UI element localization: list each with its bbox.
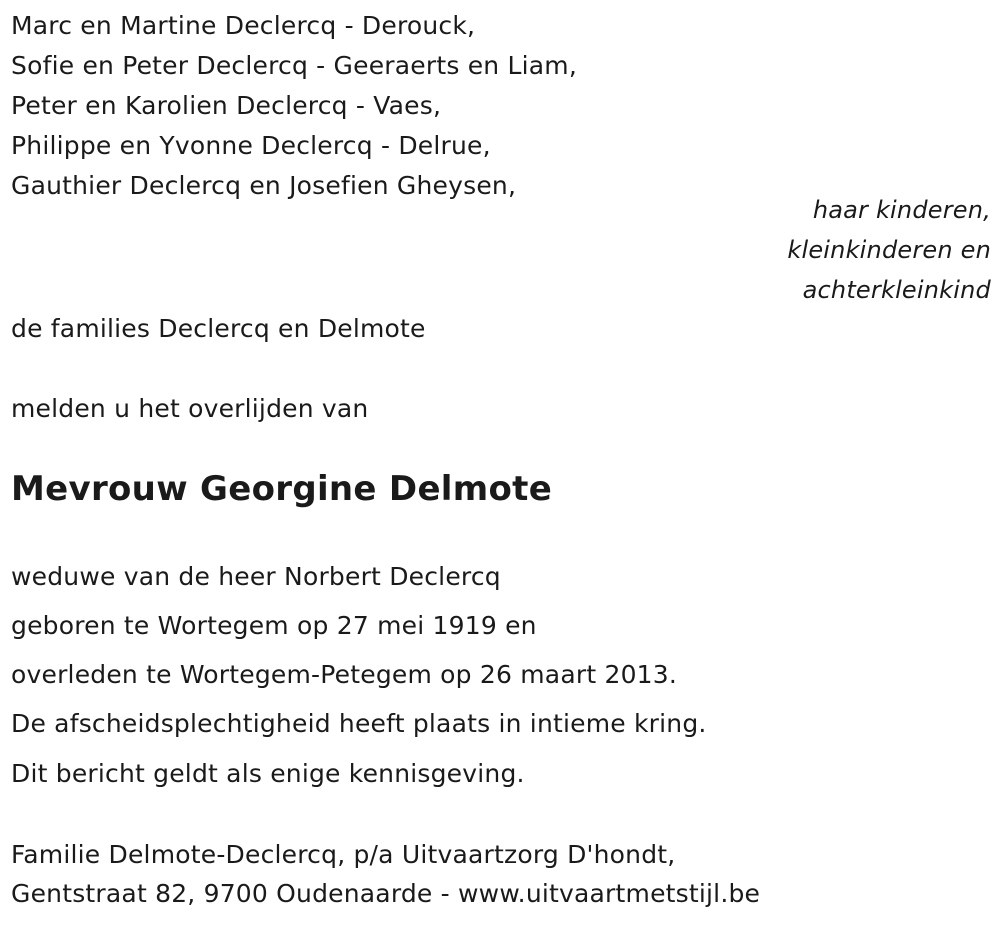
- contact-line-2: Gentstraat 82, 9700 Oudenaarde - www.uitvaartmetstijl.be: [11, 879, 761, 908]
- detail-ceremony: De afscheidsplechtigheid heeft plaats in intieme kring.: [11, 709, 707, 738]
- family-line-4: Philippe en Yvonne Declercq - Delrue,: [11, 131, 491, 160]
- announcement-intro: melden u het overlijden van: [11, 394, 369, 423]
- contact-line-1: Familie Delmote-Declercq, p/a Uitvaartzorg D'hondt,: [11, 840, 676, 869]
- family-line-3: Peter en Karolien Declercq - Vaes,: [11, 91, 442, 120]
- detail-notice: Dit bericht geldt als enige kennisgeving.: [11, 759, 525, 788]
- deceased-name: Mevrouw Georgine Delmote: [11, 469, 553, 509]
- family-line-1: Marc en Martine Declercq - Derouck,: [11, 11, 476, 40]
- detail-died: overleden te Wortegem-Petegem op 26 maart 2013.: [11, 660, 678, 689]
- family-line-5: Gauthier Declercq en Josefien Gheysen,: [11, 171, 517, 200]
- relation-line-3: achterkleinkind: [802, 276, 991, 304]
- relation-line-1: haar kinderen,: [812, 196, 991, 224]
- obituary-notice: [11, 0, 991, 929]
- detail-widow: weduwe van de heer Norbert Declercq: [11, 562, 501, 591]
- families-line: de families Declercq en Delmote: [11, 314, 426, 343]
- relation-line-2: kleinkinderen en: [787, 236, 991, 264]
- detail-born: geboren te Wortegem op 27 mei 1919 en: [11, 611, 537, 640]
- family-line-2: Sofie en Peter Declercq - Geeraerts en Liam,: [11, 51, 577, 80]
